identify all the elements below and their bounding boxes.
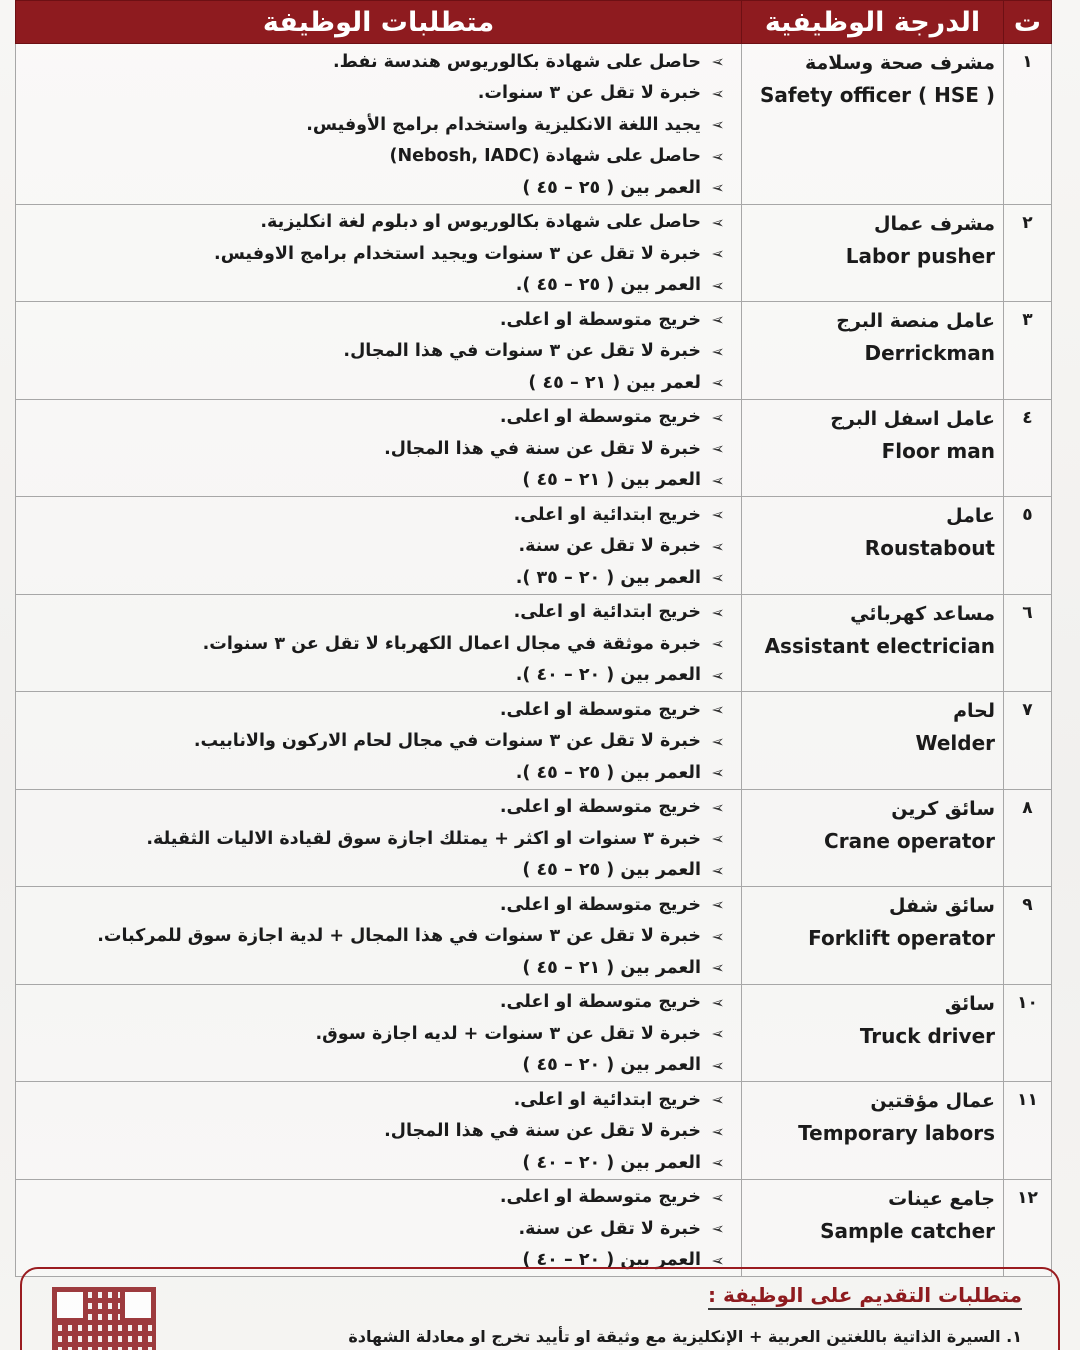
table-row xyxy=(16,692,1052,790)
arrow-bullet-icon: ➢ xyxy=(711,212,725,232)
table-row xyxy=(16,204,1052,302)
arrow-bullet-icon: ➢ xyxy=(711,1090,725,1110)
arrow-bullet-icon: ➢ xyxy=(711,665,725,685)
job-title-english: Temporary labors xyxy=(798,1121,995,1145)
arrow-bullet-icon: ➢ xyxy=(711,341,725,361)
application-requirements-title: متطلبات التقديم على الوظيفة : xyxy=(708,1283,1022,1307)
job-number: ٥ xyxy=(1004,497,1052,595)
requirement-item xyxy=(24,855,731,887)
requirement-text: العمر بين ( ٢٠ – ٤٠ ). xyxy=(515,665,701,686)
requirement-text: خريج متوسطة او اعلى. xyxy=(499,309,701,330)
requirement-text: خبرة لا تقل عن سنة. xyxy=(518,536,701,557)
jobs-table-body xyxy=(16,44,1052,1277)
job-title-cell xyxy=(742,1179,1004,1277)
requirement-text: العمر بين ( ٢٥ – ٤٥ ). xyxy=(515,762,701,783)
application-requirements-box xyxy=(20,1267,1060,1350)
arrow-bullet-icon: ➢ xyxy=(711,1219,725,1239)
job-title-english: Roustabout xyxy=(864,536,995,560)
job-requirements-cell xyxy=(16,399,742,497)
job-title-arabic: عامل اسفل البرج xyxy=(830,407,995,430)
job-number: ٢ xyxy=(1004,204,1052,302)
requirement-item xyxy=(24,921,731,953)
qr-code-icon[interactable] xyxy=(52,1287,156,1350)
job-title-english: Floor man xyxy=(881,438,995,463)
jobs-table-wrapper xyxy=(15,0,1052,1271)
job-number: ١١ xyxy=(1004,1082,1052,1180)
job-requirements-cell xyxy=(16,1082,742,1180)
arrow-bullet-icon: ➢ xyxy=(711,83,725,103)
arrow-bullet-icon: ➢ xyxy=(711,178,725,198)
job-requirements-cell xyxy=(16,1179,742,1277)
requirement-text: العمر بين ( ٢١ – ٤٥ ) xyxy=(522,470,701,491)
requirement-item xyxy=(24,46,731,78)
requirement-item xyxy=(24,531,731,563)
requirement-text: حاصل على شهادة بكالوريوس هندسة نفط. xyxy=(332,51,701,72)
arrow-bullet-icon: ➢ xyxy=(711,407,725,427)
requirement-item xyxy=(24,402,731,434)
job-title-arabic: مشرف صحة وسلامة xyxy=(805,52,995,74)
job-title-arabic: سائق كرين xyxy=(891,797,995,820)
requirement-text: خبرة لا تقل عن ٣ سنوات. xyxy=(477,83,701,104)
arrow-bullet-icon: ➢ xyxy=(711,1250,725,1270)
arrow-bullet-icon: ➢ xyxy=(711,992,725,1012)
requirement-item xyxy=(24,238,731,270)
requirement-item xyxy=(24,792,731,824)
job-title-cell xyxy=(742,204,1004,302)
requirement-item xyxy=(24,1018,731,1050)
job-number: ١ xyxy=(1004,44,1052,205)
arrow-bullet-icon: ➢ xyxy=(711,505,725,525)
requirement-text: خبرة لا تقل عن سنة. xyxy=(518,1218,701,1239)
requirement-text: خبرة لا تقل عن ٣ سنوات ويجيد استخدام برامج الاوفيس. xyxy=(214,243,701,264)
requirement-text: خبرة لا تقل عن ٣ سنوات في هذا المجال + لدية اجازة سوق للمركبات. xyxy=(97,926,701,947)
arrow-bullet-icon: ➢ xyxy=(711,829,725,849)
requirement-text: خريج ابتدائية او اعلى. xyxy=(513,602,701,623)
requirement-text: العمر بين ( ٢٥ – ٤٥ ). xyxy=(515,275,701,296)
requirement-item xyxy=(24,304,731,336)
requirement-item xyxy=(24,757,731,789)
job-number: ١٠ xyxy=(1004,984,1052,1082)
requirement-text: خريج متوسطة او اعلى. xyxy=(499,894,701,915)
job-title-arabic: لحام xyxy=(953,700,995,722)
arrow-bullet-icon: ➢ xyxy=(711,895,725,915)
requirement-text: العمر بين ( ٢٠ – ٤٥ ) xyxy=(522,1055,701,1076)
requirement-text: خريج متوسطة او اعلى. xyxy=(499,797,701,818)
arrow-bullet-icon: ➢ xyxy=(711,700,725,720)
table-row xyxy=(16,44,1052,205)
requirement-item xyxy=(24,952,731,984)
requirement-text: خبرة ٣ سنوات او اكثر + يمتلك اجازة سوق لقيادة الاليات الثقيلة. xyxy=(146,828,701,849)
requirement-text: خبرة لا تقل عن سنة في هذا المجال. xyxy=(384,438,701,459)
table-row xyxy=(16,1179,1052,1277)
requirement-item xyxy=(24,694,731,726)
requirement-text: العمر بين ( ٢٠ – ٤٠ ) xyxy=(522,1152,701,1173)
header-number: ت xyxy=(1004,1,1052,44)
arrow-bullet-icon: ➢ xyxy=(711,1121,725,1141)
requirement-item xyxy=(24,1084,731,1116)
requirement-item xyxy=(24,1182,731,1214)
job-number: ٧ xyxy=(1004,692,1052,790)
arrow-bullet-icon: ➢ xyxy=(711,115,725,135)
arrow-bullet-icon: ➢ xyxy=(711,470,725,490)
job-title-english: Labor pusher xyxy=(845,243,995,268)
job-title-english: Derrickman xyxy=(864,341,995,365)
requirement-text: حاصل على شهادة (Nebosh, IADC) xyxy=(389,146,701,167)
job-title-cell xyxy=(742,789,1004,887)
requirement-text: خريج متوسطة او اعلى. xyxy=(499,699,701,720)
requirement-item xyxy=(24,889,731,921)
requirement-text: العمر بين ( ٢٠ – ٣٥ ). xyxy=(515,567,701,588)
arrow-bullet-icon: ➢ xyxy=(711,568,725,588)
requirement-item xyxy=(24,172,731,204)
requirement-text: خريج متوسطة او اعلى. xyxy=(499,1187,701,1208)
jobs-table xyxy=(15,0,1052,1277)
requirement-text: حاصل على شهادة بكالوريوس او دبلوم لغة انكليزية. xyxy=(260,212,701,233)
job-title-arabic: سائق شفل xyxy=(888,895,995,917)
job-title-arabic: جامع عينات xyxy=(888,1187,995,1210)
job-title-cell xyxy=(742,497,1004,595)
requirement-item xyxy=(24,1147,731,1179)
requirement-item xyxy=(24,726,731,758)
job-requirements-cell xyxy=(16,887,742,985)
arrow-bullet-icon: ➢ xyxy=(711,1187,725,1207)
requirement-item xyxy=(24,270,731,302)
job-requirements-cell xyxy=(16,44,742,205)
requirement-item xyxy=(24,987,731,1019)
requirement-text: لعمر بين ( ٢١ – ٤٥ ) xyxy=(528,372,701,393)
job-title-english: Safety officer ( HSE ) xyxy=(759,83,995,107)
job-title-english: Truck driver xyxy=(859,1023,995,1048)
requirement-item xyxy=(24,109,731,141)
job-number: ٣ xyxy=(1004,302,1052,400)
requirement-text: خبرة لا تقل عن ٣ سنوات في مجال لحام الاركون والانابيب. xyxy=(193,731,701,752)
arrow-bullet-icon: ➢ xyxy=(711,634,725,654)
job-title-cell xyxy=(742,1082,1004,1180)
requirement-item xyxy=(24,499,731,531)
job-number: ٦ xyxy=(1004,594,1052,692)
arrow-bullet-icon: ➢ xyxy=(711,797,725,817)
table-header-row xyxy=(16,1,1052,44)
header-requirements: متطلبات الوظيفة xyxy=(16,1,742,44)
requirement-text: خريج ابتدائية او اعلى. xyxy=(513,1089,701,1110)
table-row xyxy=(16,887,1052,985)
requirement-item xyxy=(24,660,731,692)
job-requirements-cell xyxy=(16,302,742,400)
table-row xyxy=(16,789,1052,887)
requirement-item xyxy=(24,78,731,110)
application-requirement-item: ١. السيرة الذاتية باللغتين العربية + الإنكليزية مع وثيقة او تأييد تخرج او معادلة الشهادة xyxy=(348,1327,1022,1346)
requirement-item xyxy=(24,465,731,497)
job-title-cell xyxy=(742,302,1004,400)
arrow-bullet-icon: ➢ xyxy=(711,763,725,783)
requirement-item xyxy=(24,562,731,594)
job-title-cell xyxy=(742,887,1004,985)
arrow-bullet-icon: ➢ xyxy=(711,275,725,295)
requirement-text: خبرة موثقة في مجال اعمال الكهرباء لا تقل عن ٣ سنوات. xyxy=(202,633,701,654)
arrow-bullet-icon: ➢ xyxy=(711,958,725,978)
requirement-item xyxy=(24,336,731,368)
job-number: ١٢ xyxy=(1004,1179,1052,1277)
job-title-arabic: عمال مؤقتين xyxy=(870,1090,995,1112)
job-title-arabic: عامل منصة البرج xyxy=(836,310,995,332)
arrow-bullet-icon: ➢ xyxy=(711,1024,725,1044)
job-title-cell xyxy=(742,692,1004,790)
requirement-text: خبرة لا تقل عن سنة في هذا المجال. xyxy=(384,1121,701,1142)
requirement-item xyxy=(24,1213,731,1245)
requirement-item xyxy=(24,1116,731,1148)
requirement-text: العمر بين ( ٢٠ – ٤٠ ) xyxy=(522,1250,701,1271)
table-row xyxy=(16,984,1052,1082)
arrow-bullet-icon: ➢ xyxy=(711,146,725,166)
table-row xyxy=(16,302,1052,400)
arrow-bullet-icon: ➢ xyxy=(711,439,725,459)
job-title-arabic: مساعد كهربائي xyxy=(850,602,995,625)
requirement-item xyxy=(24,597,731,629)
requirement-text: خريج ابتدائية او اعلى. xyxy=(513,504,701,525)
job-title-cell xyxy=(742,984,1004,1082)
arrow-bullet-icon: ➢ xyxy=(711,52,725,72)
requirement-text: خريج متوسطة او اعلى. xyxy=(499,992,701,1013)
job-title-english: Assistant electrician xyxy=(764,633,995,658)
job-title-english: Forklift operator xyxy=(808,926,995,950)
job-requirements-cell xyxy=(16,204,742,302)
job-title-english: Sample catcher xyxy=(820,1218,995,1243)
requirement-text: خبرة لا تقل عن ٣ سنوات + لديه اجازة سوق. xyxy=(315,1023,701,1044)
arrow-bullet-icon: ➢ xyxy=(711,310,725,330)
table-row xyxy=(16,497,1052,595)
requirement-item xyxy=(24,433,731,465)
job-number: ٩ xyxy=(1004,887,1052,985)
job-requirements-cell xyxy=(16,789,742,887)
arrow-bullet-icon: ➢ xyxy=(711,536,725,556)
requirement-item xyxy=(24,628,731,660)
requirement-text: العمر بين ( ٢٥ – ٤٥ ) xyxy=(522,860,701,881)
job-requirements-cell xyxy=(16,692,742,790)
job-title-cell xyxy=(742,44,1004,205)
job-title-cell xyxy=(742,399,1004,497)
job-number: ٨ xyxy=(1004,789,1052,887)
requirement-item xyxy=(24,823,731,855)
requirement-text: العمر بين ( ٢١ – ٤٥ ) xyxy=(522,957,701,978)
requirement-text: خريج متوسطة او اعلى. xyxy=(499,407,701,428)
job-requirements-cell xyxy=(16,594,742,692)
job-requirements-cell xyxy=(16,497,742,595)
requirement-text: يجيد اللغة الانكليزية واستخدام برامج الأوفيس. xyxy=(306,114,701,135)
arrow-bullet-icon: ➢ xyxy=(711,1153,725,1173)
table-row xyxy=(16,1082,1052,1180)
job-title-english: Crane operator xyxy=(824,828,995,853)
job-number: ٤ xyxy=(1004,399,1052,497)
table-row xyxy=(16,594,1052,692)
job-title-cell xyxy=(742,594,1004,692)
job-title-arabic: سائق xyxy=(944,992,995,1015)
requirement-item xyxy=(24,207,731,239)
header-job-title: الدرجة الوظيفية xyxy=(742,1,1004,44)
requirement-item xyxy=(24,367,731,399)
requirement-item xyxy=(24,1050,731,1082)
arrow-bullet-icon: ➢ xyxy=(711,731,725,751)
requirement-item xyxy=(24,141,731,173)
job-title-arabic: مشرف عمال xyxy=(874,212,995,235)
arrow-bullet-icon: ➢ xyxy=(711,602,725,622)
arrow-bullet-icon: ➢ xyxy=(711,244,725,264)
arrow-bullet-icon: ➢ xyxy=(711,373,725,393)
arrow-bullet-icon: ➢ xyxy=(711,926,725,946)
job-requirements-cell xyxy=(16,984,742,1082)
table-row xyxy=(16,399,1052,497)
requirement-text: خبرة لا تقل عن ٣ سنوات في هذا المجال. xyxy=(343,341,701,362)
job-title-english: Welder xyxy=(915,731,995,755)
arrow-bullet-icon: ➢ xyxy=(711,1055,725,1075)
arrow-bullet-icon: ➢ xyxy=(711,860,725,880)
requirement-text: العمر بين ( ٢٥ – ٤٥ ) xyxy=(522,177,701,198)
job-title-arabic: عامل xyxy=(946,505,995,527)
